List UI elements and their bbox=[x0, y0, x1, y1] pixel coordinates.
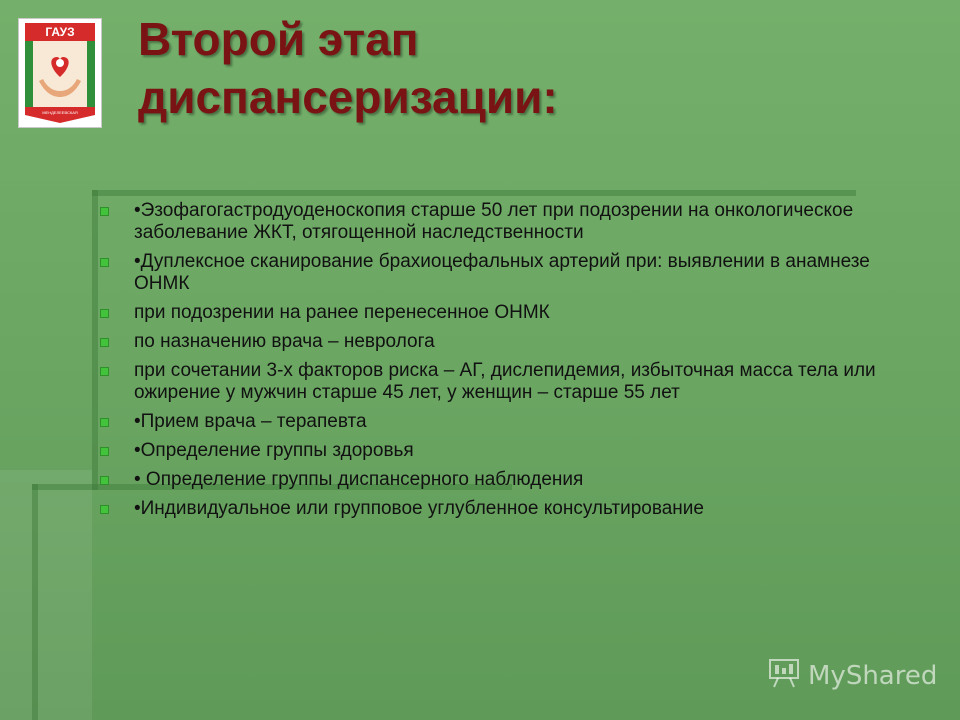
square-bullet-icon bbox=[100, 418, 109, 427]
hospital-logo bbox=[18, 18, 102, 128]
list-item-text: • Определение группы диспансерного наблюдения bbox=[134, 469, 584, 490]
list-item bbox=[96, 498, 908, 520]
list-item bbox=[96, 440, 908, 462]
list-item-text: при сочетании 3-х факторов риска – АГ, дислепидемия, избыточная масса тела или ожирение у мужчин старше 45 лет, у женщин – старше 55 лет bbox=[134, 360, 876, 403]
decor-bar-vert bbox=[32, 484, 38, 720]
list-item bbox=[96, 251, 908, 295]
square-bullet-icon bbox=[100, 207, 109, 216]
square-bullet-icon bbox=[100, 505, 109, 514]
title-line-1: Второй этап bbox=[138, 13, 419, 65]
list-item-text: •Определение группы здоровья bbox=[134, 440, 414, 461]
bullet-list bbox=[96, 200, 908, 520]
list-item-text: по назначению врача – невролога bbox=[134, 331, 435, 352]
watermark-text: MyShared bbox=[808, 660, 938, 691]
square-bullet-icon bbox=[100, 309, 109, 318]
square-bullet-icon bbox=[100, 338, 109, 347]
slide-title bbox=[138, 10, 898, 126]
decor-bar-top bbox=[92, 190, 856, 196]
list-item bbox=[96, 331, 908, 353]
square-bullet-icon bbox=[100, 447, 109, 456]
list-item bbox=[96, 302, 908, 324]
square-bullet-icon bbox=[100, 258, 109, 267]
bullet-list-container bbox=[96, 200, 908, 527]
presentation-board-icon bbox=[766, 654, 802, 697]
logo-text: ГАУЗ bbox=[45, 25, 75, 39]
decor-panel-left bbox=[0, 470, 92, 720]
myshared-watermark bbox=[766, 654, 937, 697]
list-item-text: •Прием врача – терапевта bbox=[134, 411, 367, 432]
list-item bbox=[96, 360, 908, 404]
square-bullet-icon bbox=[100, 367, 109, 376]
svg-text:МЕНДЕЛЕЕВСКАЯ: МЕНДЕЛЕЕВСКАЯ bbox=[42, 110, 78, 115]
list-item-text: •Дуплексное сканирование брахиоцефальных артерий при: выявлении в анамнезе ОНМК bbox=[134, 251, 870, 294]
list-item bbox=[96, 411, 908, 433]
square-bullet-icon bbox=[100, 476, 109, 485]
list-item bbox=[96, 200, 908, 244]
list-item-text: •Эзофагогастродуоденоскопия старше 50 лет при подозрении на онкологическое заболевание ЖКТ, отягощенной наследственности bbox=[134, 200, 854, 243]
list-item bbox=[96, 469, 908, 491]
list-item-text: •Индивидуальное или групповое углубленное консультирование bbox=[134, 498, 704, 519]
title-line-2: диспансеризации: bbox=[138, 71, 558, 123]
list-item-text: при подозрении на ранее перенесенное ОНМК bbox=[134, 302, 550, 323]
